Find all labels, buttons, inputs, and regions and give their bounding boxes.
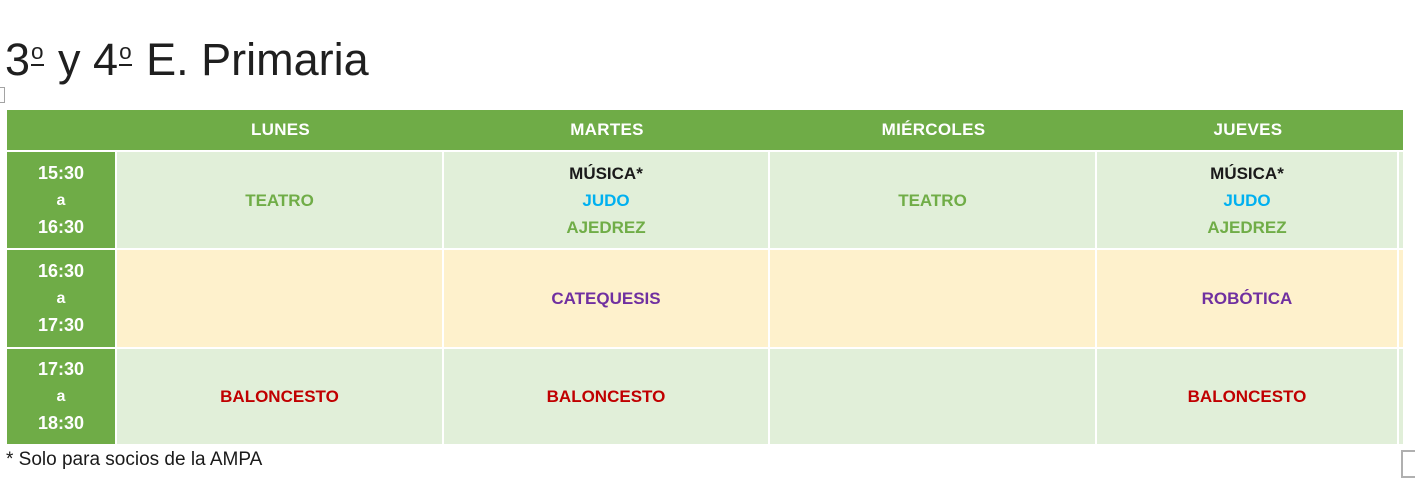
time-slot-1530-1630 — [7, 152, 115, 248]
day-header-martes: MARTES — [570, 120, 644, 139]
activity-judo: JUDO — [1223, 190, 1271, 210]
footnote-ampa: * Solo para socios de la AMPA — [6, 449, 263, 470]
bottom-right-placeholder-box — [1401, 450, 1415, 478]
cell-sliver-1530 — [1399, 152, 1403, 248]
schedule-table — [7, 110, 1403, 444]
cell-lunes-1530 — [117, 152, 442, 248]
day-header-row — [7, 110, 1403, 150]
schedule-grid — [7, 152, 1403, 444]
cell-miercoles-1630 — [770, 250, 1095, 347]
activity-baloncesto: BALONCESTO — [546, 387, 666, 406]
time-end: 17:30 — [37, 315, 85, 335]
time-slot-1730-1830 — [7, 349, 115, 444]
day-header-miercoles: MIÉRCOLES — [881, 120, 986, 139]
cell-miercoles-1730 — [770, 349, 1095, 444]
activity-catequesis: CATEQUESIS — [551, 289, 661, 308]
time-start: 16:30 — [37, 261, 85, 281]
left-edge-handle — [0, 87, 5, 103]
time-start: 15:30 — [37, 162, 85, 183]
activity-teatro: TEATRO — [898, 190, 967, 210]
cell-jueves-1730 — [1097, 349, 1397, 444]
cell-martes-1630 — [444, 250, 768, 347]
activity-teatro: TEATRO — [245, 190, 314, 210]
time-separator: a — [56, 388, 66, 405]
activity-ajedrez: AJEDREZ — [566, 217, 646, 237]
activity-ajedrez: AJEDREZ — [1207, 217, 1287, 237]
day-header-sliver — [1399, 110, 1403, 150]
cell-sliver-1630 — [1399, 250, 1403, 347]
time-separator: a — [56, 191, 66, 209]
day-header-lunes: LUNES — [250, 120, 311, 139]
day-header-jueves: JUEVES — [1213, 120, 1283, 139]
activity-judo: JUDO — [582, 190, 630, 210]
activity-baloncesto: BALONCESTO — [220, 387, 339, 406]
time-separator: a — [56, 290, 66, 307]
cell-lunes-1630 — [117, 250, 442, 347]
day-header-spacer — [7, 110, 117, 150]
activity-baloncesto: BALONCESTO — [1187, 387, 1307, 406]
activity-robotica: ROBÓTICA — [1201, 289, 1293, 308]
activity-musica: MÚSICA* — [1210, 163, 1284, 183]
page-title: 3o y 4o E. Primaria — [5, 34, 369, 86]
cell-sliver-1730 — [1399, 349, 1403, 444]
time-slot-1630-1730 — [7, 250, 115, 347]
cell-jueves-1530 — [1097, 152, 1397, 248]
cell-martes-1730 — [444, 349, 768, 444]
cell-jueves-1630 — [1097, 250, 1397, 347]
time-end: 18:30 — [37, 413, 85, 433]
time-start: 17:30 — [37, 359, 85, 379]
cell-miercoles-1530 — [770, 152, 1095, 248]
cell-martes-1530 — [444, 152, 768, 248]
time-end: 16:30 — [37, 216, 85, 237]
cell-lunes-1730 — [117, 349, 442, 444]
activity-musica: MÚSICA* — [569, 163, 643, 183]
